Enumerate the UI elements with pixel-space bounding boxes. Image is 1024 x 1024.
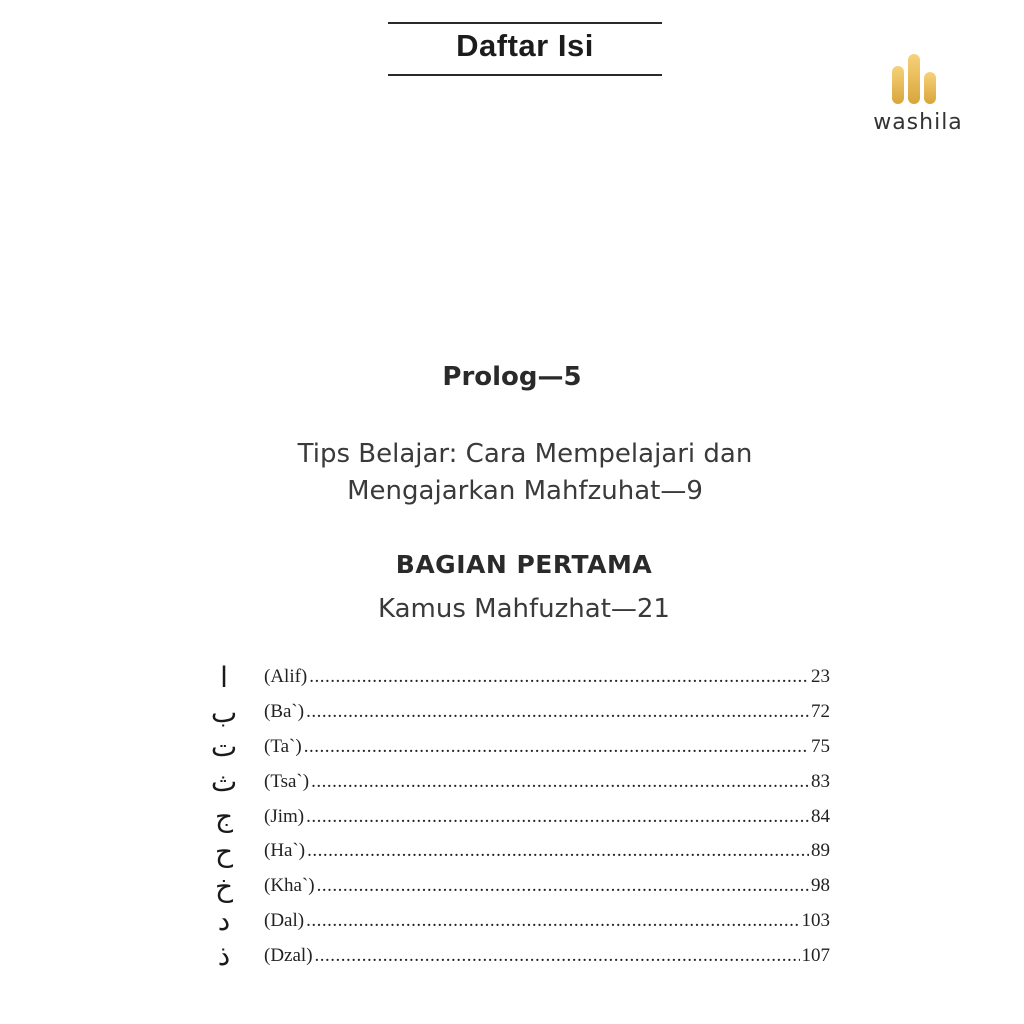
toc-row <box>200 730 840 765</box>
toc-tips <box>0 436 1024 510</box>
arabic-letter: خ <box>214 869 234 903</box>
arabic-letter: د <box>217 904 231 938</box>
toc-entry-label: (Ta`) <box>264 735 302 757</box>
toc-entry-label: (Jim) <box>264 805 305 827</box>
toc-entry <box>264 701 830 723</box>
toc-entry-label: (Dal) <box>264 909 305 931</box>
dot-leader <box>317 875 809 897</box>
dot-leader <box>309 666 809 688</box>
toc-page-number: 75 <box>811 735 830 757</box>
toc-page-number: 84 <box>811 805 830 827</box>
toc-prolog: Prolog—5 <box>442 362 582 392</box>
washila-logo <box>866 52 970 142</box>
toc-page-number: 89 <box>811 840 830 862</box>
toc-row <box>200 660 840 695</box>
toc-entry-label: (Tsa`) <box>264 770 310 792</box>
toc-entry-label: (Ba`) <box>264 701 305 723</box>
toc-entry-label: (Alif) <box>264 666 308 688</box>
toc-entry-label: (Dzal) <box>264 944 313 966</box>
part-subtitle: Kamus Mahfuzhat—21 <box>378 594 670 624</box>
toc-page-number: 83 <box>811 770 830 792</box>
dot-leader <box>306 910 799 932</box>
arabic-letter: ح <box>214 834 234 868</box>
dot-leader <box>304 736 809 758</box>
toc-list <box>200 660 840 973</box>
toc-page-number: 72 <box>811 701 830 723</box>
toc-tips-line1: Tips Belajar: Cara Mempelajari dan <box>297 439 753 469</box>
dot-leader <box>311 771 809 793</box>
toc-entry <box>264 910 830 932</box>
dot-leader <box>315 945 800 967</box>
toc-page-number: 23 <box>811 666 830 688</box>
title-rule-top <box>388 22 662 24</box>
toc-row <box>200 695 840 730</box>
toc-tips-line2: Mengajarkan Mahfzuhat—9 <box>347 476 703 506</box>
arabic-letter: ذ <box>217 939 231 973</box>
toc-row <box>200 834 840 869</box>
toc-entry-label: (Ha`) <box>264 840 306 862</box>
toc-page-number: 107 <box>801 944 830 966</box>
toc-entry <box>264 666 830 688</box>
toc-page-number: 103 <box>801 909 830 931</box>
toc-entry <box>264 736 830 758</box>
toc-entry <box>264 771 830 793</box>
toc-page-number: 98 <box>811 875 830 897</box>
toc-entry-label: (Kha`) <box>264 875 315 897</box>
toc-row <box>200 764 840 799</box>
toc-entry <box>264 945 830 967</box>
dot-leader <box>306 701 809 723</box>
toc-row <box>200 938 840 973</box>
toc-row <box>200 869 840 904</box>
page-title: Daftar Isi <box>456 28 594 63</box>
toc-entry <box>264 875 830 897</box>
toc-row <box>200 904 840 939</box>
toc-entry <box>264 806 830 828</box>
arabic-letter: ا <box>220 660 228 694</box>
washila-logo-icon <box>890 52 946 106</box>
dot-leader <box>306 806 809 828</box>
arabic-letter: ث <box>210 765 238 799</box>
brand-name: washila <box>873 110 963 135</box>
toc-row <box>200 799 840 834</box>
page-title-block <box>388 22 662 78</box>
arabic-letter: ت <box>210 730 238 764</box>
dot-leader <box>307 840 809 862</box>
title-rule-bottom <box>388 74 662 76</box>
arabic-letter: ج <box>214 800 234 834</box>
part-heading: BAGIAN PERTAMA <box>395 550 653 579</box>
toc-entry <box>264 840 830 862</box>
arabic-letter: ب <box>210 695 238 729</box>
